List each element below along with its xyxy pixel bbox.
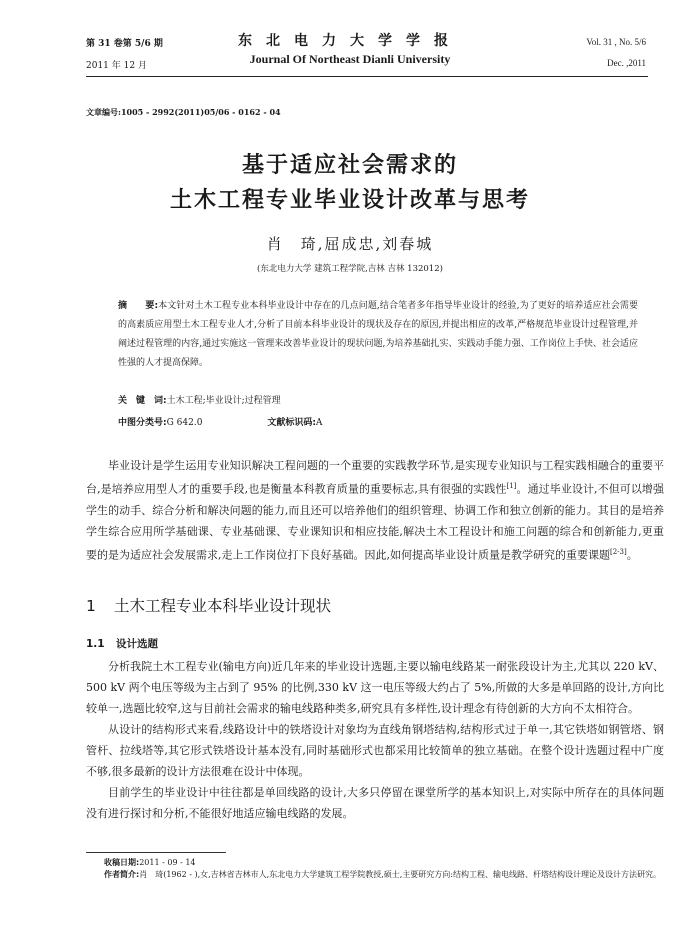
received-value: 2011 - 09 - 14 — [139, 858, 196, 867]
abstract-text: 本文针对土木工程专业本科毕业设计中存在的几点问题,结合笔者多年指导毕业设计的经验,为了更好的培养适应社会需要的高素质应用型土木工程专业人才,分析了目前本科毕业设计的现状及存在的原因,并提出相应的改革,严格规范毕业设计过程管理,并阐述过程管理的内容,通过实施这一管理来改善毕业设计的现状问题,为培养基础扎实、实践动手能力强、工作岗位上手快、社会适应性强的人才提高保障。 — [118, 301, 638, 368]
subsection-title: 设计选题 — [116, 638, 158, 650]
citation-1[interactable]: [1] — [506, 482, 517, 490]
section-heading-1 — [86, 594, 331, 616]
journal-name-en: Journal Of Northeast Dianli University — [249, 52, 451, 66]
header-divider — [86, 76, 648, 77]
subsection-heading-1-1 — [86, 636, 158, 651]
paper-title-line-1: 基于适应社会需求的 — [241, 153, 458, 178]
clc-value: G 642.0 — [166, 418, 203, 428]
abstract-label: 摘 要: — [118, 301, 159, 311]
citation-2-3[interactable]: [2-3] — [610, 547, 627, 556]
author-bio — [104, 869, 664, 881]
footnote-divider — [86, 852, 226, 853]
keywords-text: 土木工程;毕业设计;过程管理 — [166, 396, 281, 406]
journal-volume-en: Vol. 31 , No. 5/6 — [586, 37, 646, 47]
section-number: 1 — [86, 597, 96, 615]
body-paragraph: 从设计的结构形式来看,线路设计中的铁塔设计对象均为直线角钢塔结构,结构形式过于单一,其它铁塔如钢管塔、钢管杆、拉线塔等,其它形式铁塔设计基本没有,同时基础形式也都采用比较简单的独立基础。在整个设计选题过程中广度不够,很多最新的设计方法很难在设计中体现。 — [86, 723, 664, 778]
intro-text-2: 。通过毕业设计,不但可以增强学生的动手、综合分析和解决问题的能力,而且还可以培养他们的组织管理、协调工作和独立创新的能力。其目的是培养学生综合应用所学基础课、专业基础课、专业课知识和相应技能,解决土木工程设计和施工问题的综合和创新能力,更重要的是为适应社会发展需求,走上工作岗位打下良好基础。因此,如何提高毕业设计质量是教学研究的重要课题 — [86, 482, 664, 562]
body-paragraph: 目前学生的毕业设计中往往都是单回线路的设计,大多只停留在课堂所学的基本知识上,对实际中所存在的具体问题没有进行探讨和分析,不能很好地适应输电线路的发展。 — [86, 786, 664, 820]
section-title: 土木工程专业本科毕业设计现状 — [114, 597, 332, 615]
received-label: 收稿日期: — [104, 858, 140, 867]
keywords — [118, 393, 281, 406]
abstract — [118, 297, 638, 373]
received-date — [104, 857, 664, 869]
intro-paragraph — [86, 455, 664, 565]
article-number: 文章编号:1005 - 2992(2011)05/06 - 0162 - 04 — [86, 107, 281, 117]
journal-volume-cn: 第 31 卷第 5/6 期 — [86, 39, 163, 49]
classification — [118, 415, 322, 428]
paper-title-line-2: 土木工程专业毕业设计改革与思考 — [169, 188, 530, 213]
subsection-body — [86, 656, 664, 824]
author-bio-text: 肖 琦(1962 - ),女,吉林省吉林市人,东北电力大学建筑工程学院教授,硕士,主要研究方向:结构工程、输电线路、杆塔结构设计理论及设计方法研究。 — [139, 870, 661, 879]
intro-text-3: 。 — [626, 548, 638, 562]
body-paragraph: 分析我院土木工程专业(输电方向)近几年来的毕业设计选题,主要以输电线路某一耐张段设计为主,尤其以 220 kV、500 kV 两个电压等级为主占到了 95% 的比例,330 kV 这一电压等级大约占了 5%,所做的大多是单回路的设计,方向比较单一,选题比较窄,这与目前社会需求的输电线路种类多,研究具有多样性,设计理念有待创新的大方向不太相符合。 — [86, 660, 664, 715]
keywords-label: 关 键 词: — [118, 396, 167, 406]
journal-name-cn: 东北电力大学学报 — [238, 33, 462, 49]
author-list: 肖 琦,屈成忠,刘春城 — [266, 235, 434, 253]
subsection-number: 1.1 — [86, 638, 105, 650]
affiliation: (东北电力大学 建筑工程学院,吉林 吉林 132012) — [257, 264, 443, 274]
clc-label: 中图分类号: — [118, 418, 167, 428]
doc-code-label: 文献标识码: — [267, 418, 316, 428]
journal-date-cn: 2011 年 12 月 — [86, 61, 147, 71]
intro-text-1: 毕业设计是学生运用专业知识解决工程问题的一个重要的实践教学环节,是实现专业知识与工程实践相融合的重要平台,是培养应用型人才的重要手段,也是衡量本科教育质量的重要标志,具有很强的实践性 — [86, 459, 664, 496]
doc-code-value: A — [315, 418, 323, 428]
journal-date-en: Dec. ,2011 — [607, 58, 646, 68]
author-bio-label: 作者简介: — [104, 870, 140, 879]
